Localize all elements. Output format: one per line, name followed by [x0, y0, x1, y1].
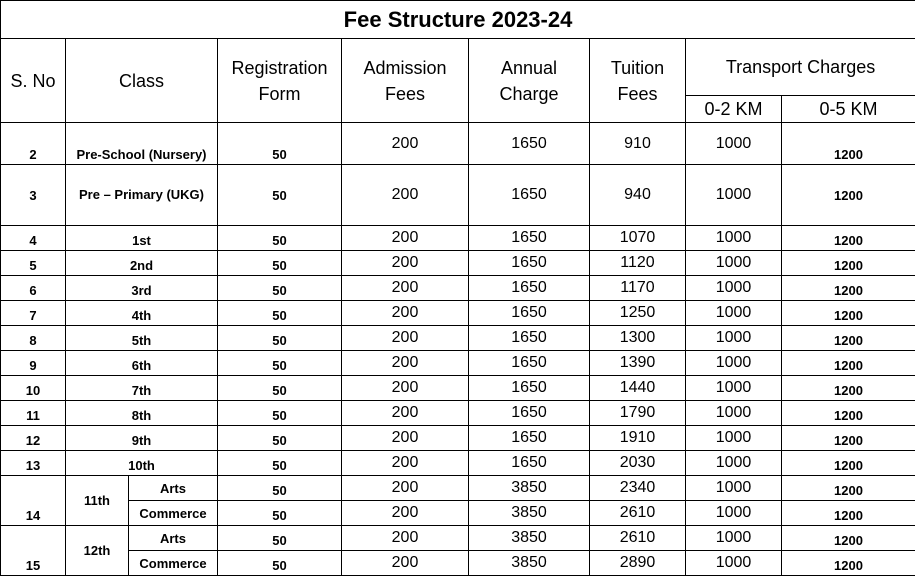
row-transport-near: 1000 [686, 226, 782, 251]
header-transport-far: 0-5 KM [782, 96, 915, 123]
row-admission: 200 [342, 165, 469, 226]
row-transport-near: 1000 [686, 451, 782, 476]
row-transport-near: 1000 [686, 426, 782, 451]
page-title: Fee Structure 2023-24 [1, 1, 915, 39]
row-stream: Arts [129, 526, 218, 551]
row-tuition: 2610 [590, 501, 686, 526]
table-row [1, 551, 915, 576]
row-sno: 3 [1, 165, 66, 226]
header-admission: Admission Fees [342, 39, 469, 123]
table-row [1, 123, 915, 165]
row-transport-far: 1200 [782, 226, 915, 251]
table-row [1, 301, 915, 326]
row-admission: 200 [342, 476, 469, 501]
row-annual: 1650 [469, 326, 590, 351]
row-sno: 12 [1, 426, 66, 451]
row-tuition: 1300 [590, 326, 686, 351]
table-row [1, 501, 915, 526]
row-sno: 13 [1, 451, 66, 476]
table-row [1, 476, 915, 501]
row-sno: 14 [1, 476, 66, 526]
row-class: 1st [66, 226, 218, 251]
row-annual: 1650 [469, 426, 590, 451]
row-annual: 3850 [469, 501, 590, 526]
row-class: 10th [66, 451, 218, 476]
table-row [1, 376, 915, 401]
row-annual: 1650 [469, 451, 590, 476]
row-tuition: 2340 [590, 476, 686, 501]
row-sno: 10 [1, 376, 66, 401]
row-admission: 200 [342, 251, 469, 276]
row-transport-near: 1000 [686, 351, 782, 376]
row-sno: 5 [1, 251, 66, 276]
row-annual: 1650 [469, 351, 590, 376]
row-transport-near: 1000 [686, 301, 782, 326]
row-sno: 7 [1, 301, 66, 326]
row-transport-near: 1000 [686, 501, 782, 526]
row-registration: 50 [218, 165, 342, 226]
row-admission: 200 [342, 501, 469, 526]
row-stream: Commerce [129, 551, 218, 576]
row-class: 2nd [66, 251, 218, 276]
row-transport-near: 1000 [686, 251, 782, 276]
row-admission: 200 [342, 276, 469, 301]
row-transport-far: 1200 [782, 376, 915, 401]
row-annual: 1650 [469, 301, 590, 326]
row-tuition: 1390 [590, 351, 686, 376]
row-transport-near: 1000 [686, 376, 782, 401]
row-registration: 50 [218, 226, 342, 251]
table-row [1, 526, 915, 551]
row-transport-near: 1000 [686, 276, 782, 301]
row-tuition: 910 [590, 123, 686, 165]
row-grade: 11th [66, 476, 129, 526]
row-transport-near: 1000 [686, 326, 782, 351]
row-transport-far: 1200 [782, 451, 915, 476]
header-annual: Annual Charge [469, 39, 590, 123]
row-registration: 50 [218, 476, 342, 501]
row-stream: Arts [129, 476, 218, 501]
row-class: 4th [66, 301, 218, 326]
row-registration: 50 [218, 551, 342, 576]
row-transport-far: 1200 [782, 401, 915, 426]
row-admission: 200 [342, 301, 469, 326]
row-transport-far: 1200 [782, 551, 915, 576]
row-admission: 200 [342, 123, 469, 165]
row-tuition: 2610 [590, 526, 686, 551]
row-transport-far: 1200 [782, 251, 915, 276]
row-transport-far: 1200 [782, 326, 915, 351]
row-admission: 200 [342, 451, 469, 476]
row-annual: 1650 [469, 123, 590, 165]
row-registration: 50 [218, 123, 342, 165]
row-admission: 200 [342, 326, 469, 351]
row-sno: 9 [1, 351, 66, 376]
row-sno: 8 [1, 326, 66, 351]
header-transport-near: 0-2 KM [686, 96, 782, 123]
row-registration: 50 [218, 251, 342, 276]
row-registration: 50 [218, 401, 342, 426]
row-admission: 200 [342, 551, 469, 576]
header-registration: Registration Form [218, 39, 342, 123]
row-admission: 200 [342, 401, 469, 426]
row-sno: 15 [1, 526, 66, 576]
header-transport: Transport Charges [686, 39, 915, 96]
table-row [1, 426, 915, 451]
row-admission: 200 [342, 226, 469, 251]
row-sno: 2 [1, 123, 66, 165]
row-class: 9th [66, 426, 218, 451]
row-admission: 200 [342, 426, 469, 451]
row-sno: 4 [1, 226, 66, 251]
row-registration: 50 [218, 451, 342, 476]
table-row [1, 326, 915, 351]
row-annual: 1650 [469, 276, 590, 301]
row-transport-far: 1200 [782, 276, 915, 301]
row-annual: 1650 [469, 376, 590, 401]
row-tuition: 1910 [590, 426, 686, 451]
row-admission: 200 [342, 376, 469, 401]
table-row [1, 401, 915, 426]
row-tuition: 1170 [590, 276, 686, 301]
row-tuition: 2030 [590, 451, 686, 476]
row-transport-near: 1000 [686, 526, 782, 551]
row-grade: 12th [66, 526, 129, 576]
table-row [1, 226, 915, 251]
row-transport-near: 1000 [686, 123, 782, 165]
table-row [1, 451, 915, 476]
row-registration: 50 [218, 376, 342, 401]
row-transport-far: 1200 [782, 301, 915, 326]
row-annual: 3850 [469, 526, 590, 551]
row-stream: Commerce [129, 501, 218, 526]
row-registration: 50 [218, 326, 342, 351]
table-row [1, 351, 915, 376]
row-transport-far: 1200 [782, 165, 915, 226]
row-annual: 1650 [469, 226, 590, 251]
table-row [1, 251, 915, 276]
row-tuition: 1120 [590, 251, 686, 276]
header-sno: S. No [1, 39, 66, 123]
row-registration: 50 [218, 526, 342, 551]
header-tuition: Tuition Fees [590, 39, 686, 123]
row-tuition: 1790 [590, 401, 686, 426]
row-class: Pre – Primary (UKG) [66, 165, 218, 226]
row-admission: 200 [342, 351, 469, 376]
row-tuition: 1250 [590, 301, 686, 326]
row-tuition: 2890 [590, 551, 686, 576]
row-annual: 3850 [469, 551, 590, 576]
row-class: 7th [66, 376, 218, 401]
table-row [1, 276, 915, 301]
row-transport-far: 1200 [782, 351, 915, 376]
row-transport-far: 1200 [782, 526, 915, 551]
row-registration: 50 [218, 501, 342, 526]
row-transport-near: 1000 [686, 551, 782, 576]
row-registration: 50 [218, 276, 342, 301]
row-transport-far: 1200 [782, 426, 915, 451]
row-class: 5th [66, 326, 218, 351]
row-tuition: 1070 [590, 226, 686, 251]
row-class: Pre-School (Nursery) [66, 123, 218, 165]
row-tuition: 1440 [590, 376, 686, 401]
row-transport-far: 1200 [782, 501, 915, 526]
row-transport-near: 1000 [686, 401, 782, 426]
row-sno: 6 [1, 276, 66, 301]
row-class: 6th [66, 351, 218, 376]
row-transport-far: 1200 [782, 476, 915, 501]
row-registration: 50 [218, 351, 342, 376]
row-tuition: 940 [590, 165, 686, 226]
row-class: 8th [66, 401, 218, 426]
row-annual: 1650 [469, 401, 590, 426]
row-sno: 11 [1, 401, 66, 426]
row-annual: 1650 [469, 251, 590, 276]
table-row [1, 165, 915, 226]
row-transport-far: 1200 [782, 123, 915, 165]
row-class: 3rd [66, 276, 218, 301]
row-registration: 50 [218, 301, 342, 326]
row-annual: 3850 [469, 476, 590, 501]
row-annual: 1650 [469, 165, 590, 226]
header-class: Class [66, 39, 218, 123]
row-transport-near: 1000 [686, 476, 782, 501]
row-transport-near: 1000 [686, 165, 782, 226]
row-registration: 50 [218, 426, 342, 451]
row-admission: 200 [342, 526, 469, 551]
